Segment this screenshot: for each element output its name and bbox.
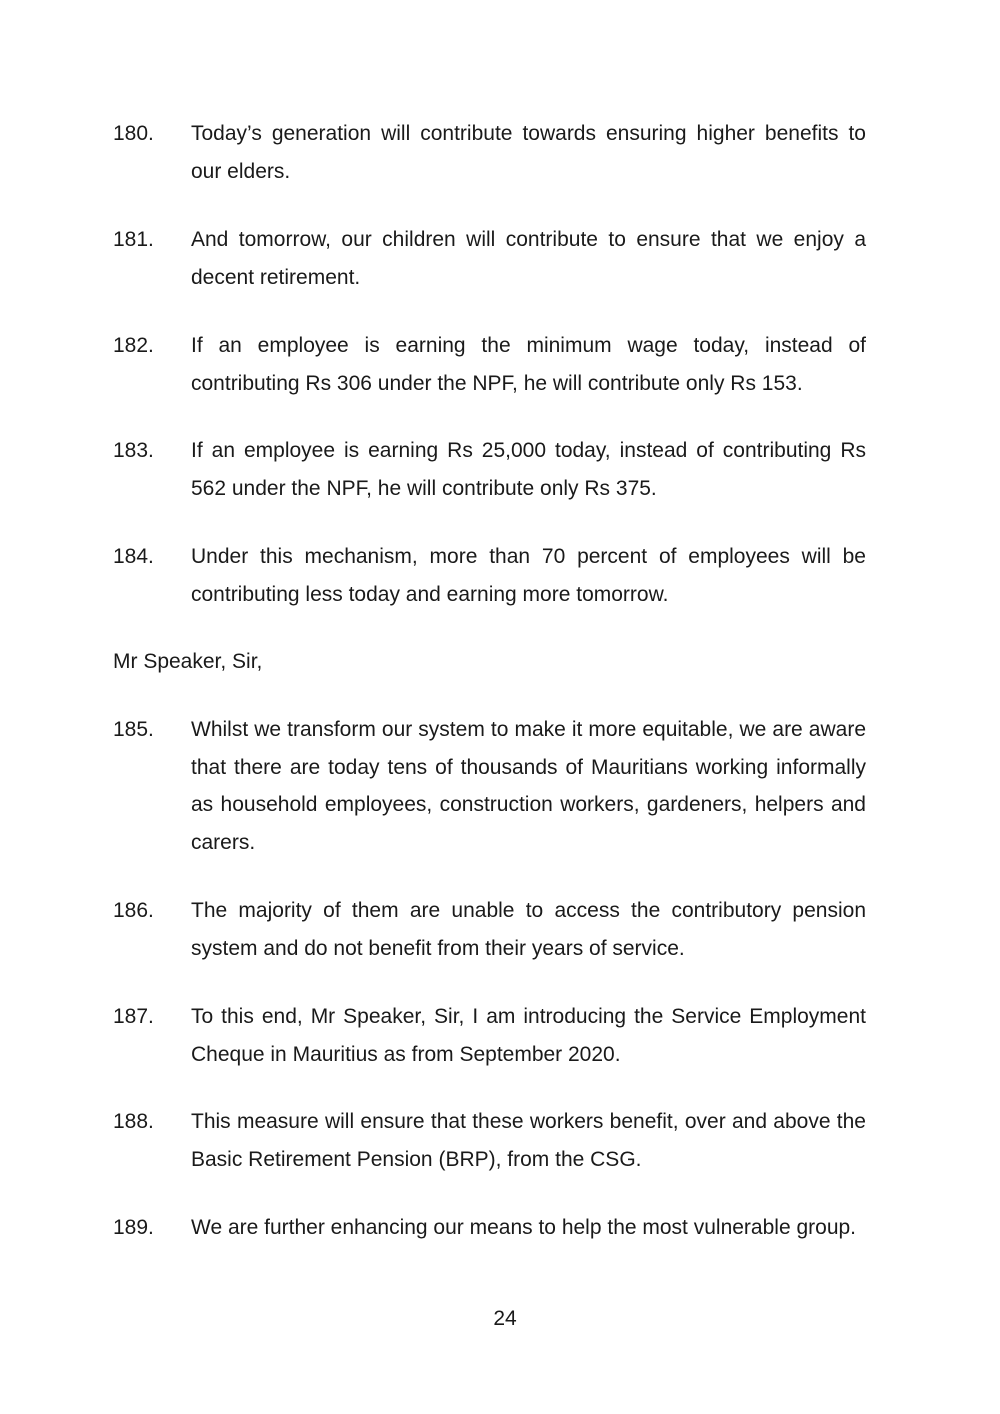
paragraph-182 xyxy=(113,327,866,402)
paragraph-text: To this end, Mr Speaker, Sir, I am introducing the Service Employment Cheque in Mauritius as from September 2020. xyxy=(191,1005,866,1066)
paragraph-number: 186. xyxy=(113,899,154,922)
paragraph-number: 187. xyxy=(113,1005,154,1028)
salutation: Mr Speaker, Sir, xyxy=(113,650,263,673)
page-number: 24 xyxy=(493,1307,517,1330)
paragraph-text: If an employee is earning the minimum wage today, instead of contributing Rs 306 under the NPF, he will contribute only Rs 153. xyxy=(191,334,866,395)
paragraph-181 xyxy=(113,221,866,296)
paragraph-number: 182. xyxy=(113,334,154,357)
paragraph-number: 181. xyxy=(113,228,154,251)
paragraph-number: 184. xyxy=(113,545,154,568)
paragraph-188 xyxy=(113,1103,866,1178)
paragraph-189 xyxy=(113,1209,866,1247)
paragraph-180 xyxy=(113,115,866,190)
paragraph-number: 183. xyxy=(113,439,154,462)
paragraph-number: 185. xyxy=(113,718,154,741)
paragraph-text: We are further enhancing our means to help the most vulnerable group. xyxy=(191,1216,857,1239)
paragraph-text: Today’s generation will contribute towards ensuring higher benefits to our elders. xyxy=(191,122,866,183)
paragraph-185 xyxy=(113,711,866,861)
paragraph-183 xyxy=(113,432,866,507)
paragraph-text: And tomorrow, our children will contribute to ensure that we enjoy a decent retirement. xyxy=(191,228,866,289)
paragraph-text: Under this mechanism, more than 70 percent of employees will be contributing less today and earning more tomorrow. xyxy=(191,545,866,606)
paragraph-187 xyxy=(113,998,866,1073)
paragraph-text: The majority of them are unable to access the contributory pension system and do not benefit from their years of service. xyxy=(191,899,866,960)
paragraph-text: If an employee is earning Rs 25,000 today, instead of contributing Rs 562 under the NPF, he will contribute only Rs 375. xyxy=(191,439,866,500)
paragraph-text: This measure will ensure that these workers benefit, over and above the Basic Retirement Pension (BRP), from the CSG. xyxy=(191,1110,866,1171)
paragraph-number: 189. xyxy=(113,1216,154,1239)
paragraph-184 xyxy=(113,538,866,613)
paragraph-number: 188. xyxy=(113,1110,154,1133)
paragraph-number: 180. xyxy=(113,122,154,145)
paragraph-186 xyxy=(113,892,866,967)
paragraph-text: Whilst we transform our system to make it more equitable, we are aware that there are today tens of thousands of Mauritians working informally as household employees, construction workers, gardeners, helpers and carers. xyxy=(191,718,866,854)
